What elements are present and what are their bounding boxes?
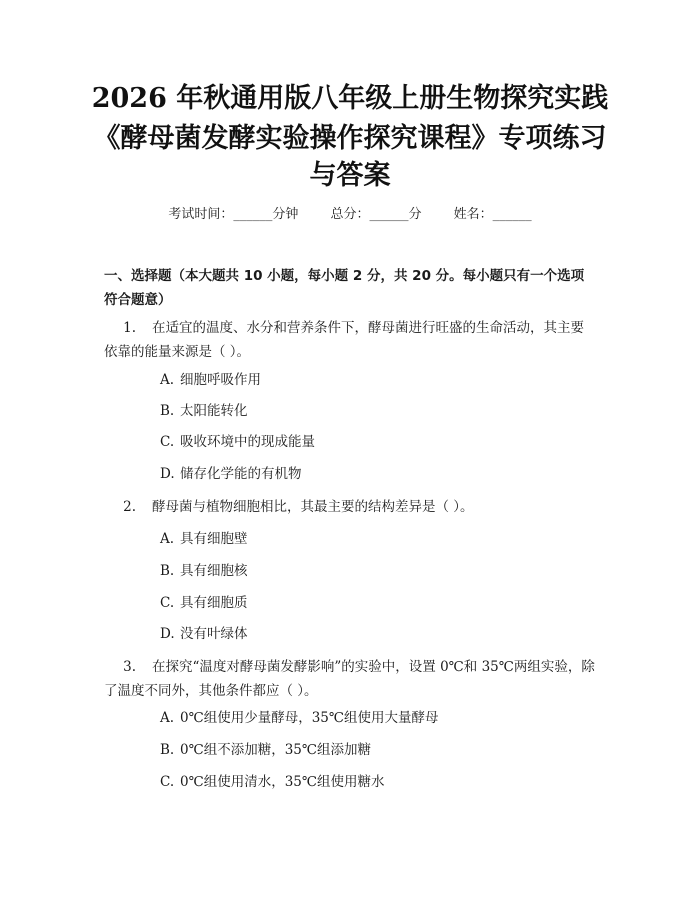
option-letter: C. xyxy=(160,434,175,450)
question-number: 1. xyxy=(123,320,136,336)
option-letter: A. xyxy=(160,710,175,726)
option-letter: C. xyxy=(160,595,175,611)
section-heading-choice: 一、选择题（本大题共 10 小题，每小题 2 分，共 20 分。每小题只有一个选项符合题意） xyxy=(104,268,585,308)
question-stem: 酵母菌与植物细胞相比，其最主要的结构差异是（ ）。 xyxy=(152,499,474,515)
option-letter: B. xyxy=(160,403,175,419)
question-stem: 在探究“温度对酵母菌发酵影响”的实验中，设置 0℃和 35℃两组实验，除了温度不同外，其他条件都应（ ）。 xyxy=(104,659,595,699)
question-2-option-c[interactable] xyxy=(160,593,248,613)
option-text: 细胞呼吸作用 xyxy=(180,372,261,388)
option-letter: A. xyxy=(160,531,175,547)
question-stem: 在适宜的温度、水分和营养条件下，酵母菌进行旺盛的生命活动，其主要依靠的能量来源是（ ）。 xyxy=(104,320,584,360)
question-1-option-b[interactable] xyxy=(160,401,248,421)
option-text: 具有细胞壁 xyxy=(180,531,248,547)
option-text: 太阳能转化 xyxy=(180,403,248,419)
option-text: 0℃组使用少量酵母，35℃组使用大量酵母 xyxy=(180,710,439,726)
question-2-option-a[interactable] xyxy=(160,529,248,549)
question-2-option-d[interactable] xyxy=(160,624,248,644)
option-letter: B. xyxy=(160,563,175,579)
exam-time: 考试时间：______分钟 xyxy=(168,207,299,222)
question-1-option-d[interactable] xyxy=(160,464,302,484)
question-1-option-a[interactable] xyxy=(160,370,261,390)
question-number: 2. xyxy=(123,499,136,515)
exam-meta xyxy=(0,205,700,225)
page-title-line-3: 与答案 xyxy=(309,160,391,191)
option-letter: A. xyxy=(160,372,175,388)
question-2-option-b[interactable] xyxy=(160,561,248,581)
question-number: 3. xyxy=(123,659,136,675)
question-1-option-c[interactable] xyxy=(160,432,315,452)
option-text: 吸收环境中的现成能量 xyxy=(180,434,315,450)
question-3 xyxy=(104,655,596,703)
question-3-option-c[interactable] xyxy=(160,772,384,792)
option-letter: D. xyxy=(160,626,175,642)
option-text: 具有细胞质 xyxy=(180,595,248,611)
option-text: 没有叶绿体 xyxy=(180,626,248,642)
page-title-line-1: 2026 年秋通用版八年级上册生物探究实践 xyxy=(91,83,609,114)
question-2 xyxy=(104,495,596,519)
option-text: 储存化学能的有机物 xyxy=(180,466,302,482)
question-1 xyxy=(104,316,596,364)
option-letter: D. xyxy=(160,466,175,482)
question-3-option-a[interactable] xyxy=(160,708,438,728)
exam-score: 总分：______分 xyxy=(330,207,422,222)
question-3-option-b[interactable] xyxy=(160,740,371,760)
option-letter: C. xyxy=(160,774,175,790)
option-letter: B. xyxy=(160,742,175,758)
option-text: 0℃组使用清水，35℃组使用糖水 xyxy=(180,774,385,790)
option-text: 具有细胞核 xyxy=(180,563,248,579)
option-text: 0℃组不添加糖，35℃组添加糖 xyxy=(180,742,371,758)
page-title-line-2: 《酵母菌发酵实验操作探究课程》专项练习 xyxy=(93,123,607,154)
exam-name: 姓名：______ xyxy=(453,207,532,222)
